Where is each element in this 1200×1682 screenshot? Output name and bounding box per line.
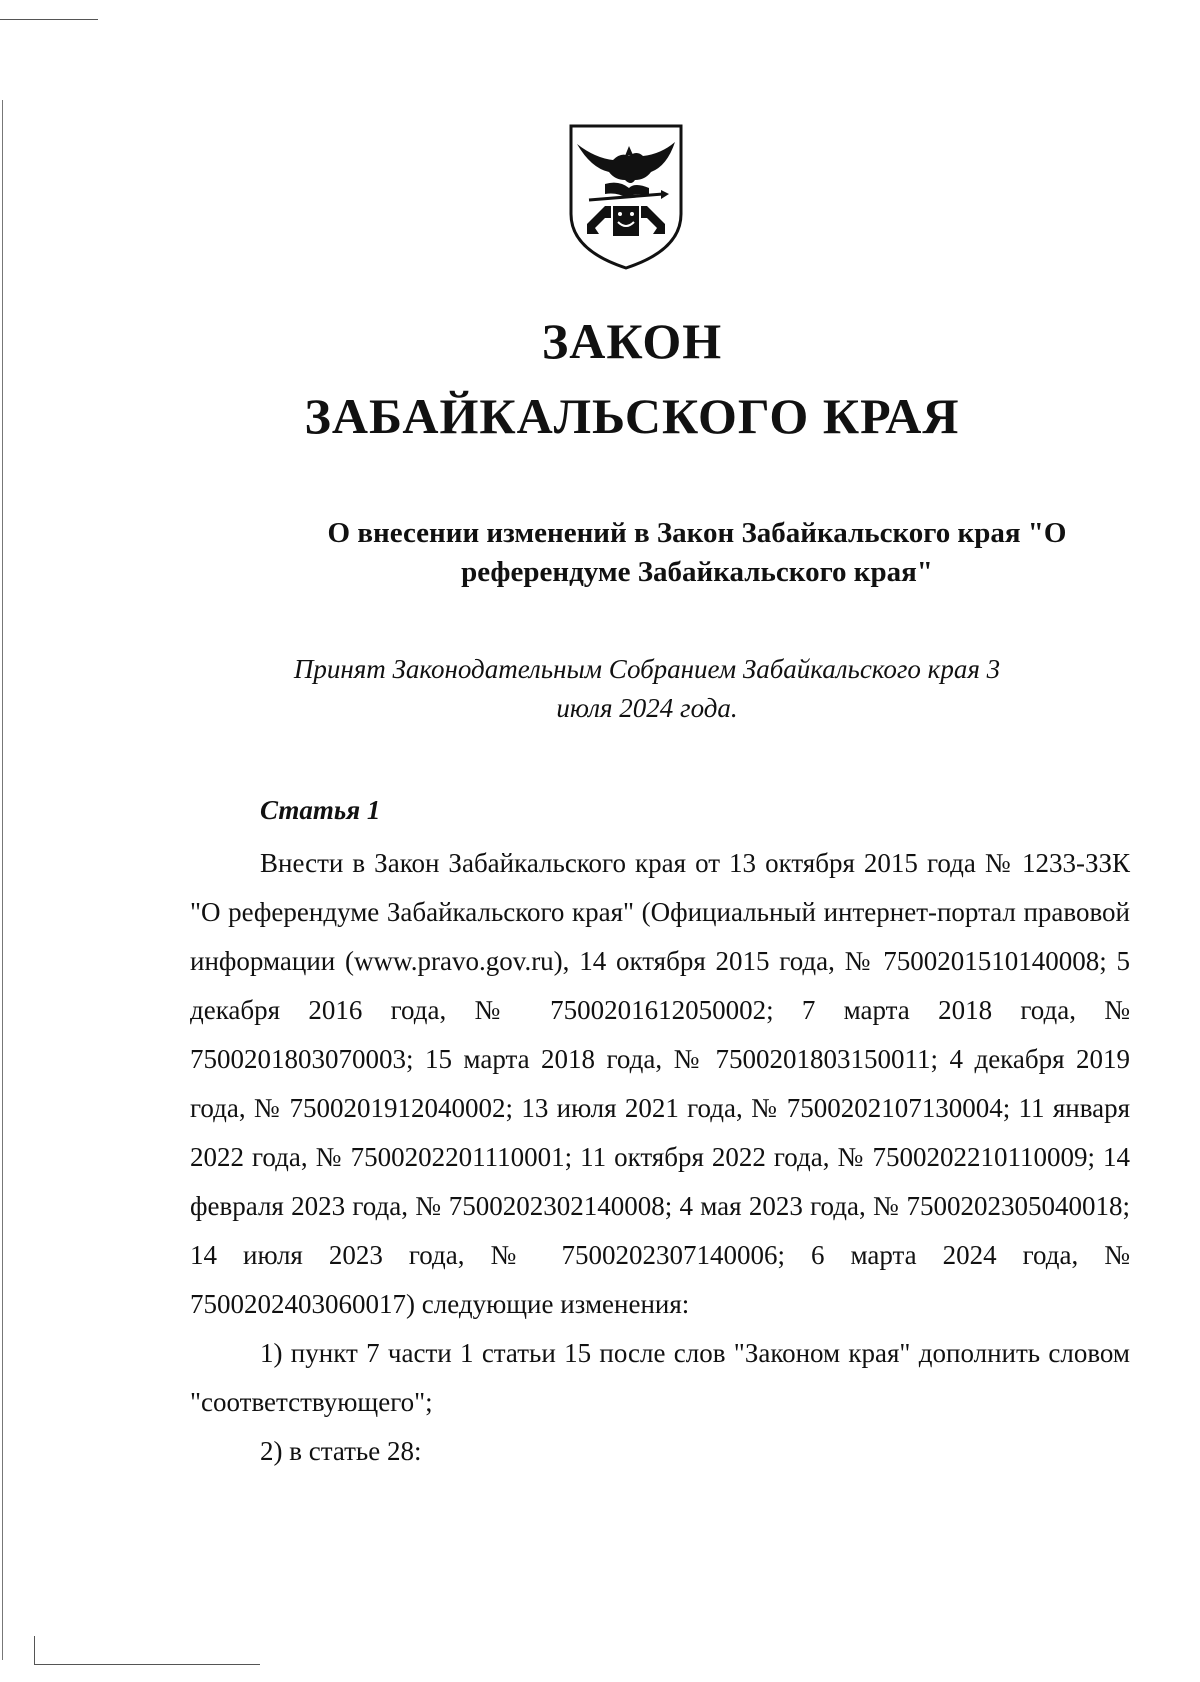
coat-of-arms-emblem <box>565 122 687 272</box>
law-title-line-1: ЗАКОН <box>541 313 723 369</box>
article-paragraph-3: 2) в статье 28: <box>260 1436 422 1466</box>
scan-edge-bottom <box>34 1664 260 1665</box>
article-paragraph-2: 1) пункт 7 части 1 статьи 15 после слов "Законом края" дополнить словом "соответствующего"; <box>190 1338 1130 1417</box>
law-subtitle: О внесении изменений в Закон Забайкальского края "О референдуме Забайкальского края" <box>327 517 1067 588</box>
scan-edge-left <box>2 100 3 1660</box>
law-title-line-2: ЗАБАЙКАЛЬСКОГО КРАЯ <box>304 388 960 444</box>
scan-edge-top <box>0 19 98 20</box>
adoption-note: Принят Законодательным Собранием Забайкальского края 3 июля 2024 года. <box>293 654 1001 723</box>
article-heading: Статья 1 <box>260 795 381 825</box>
article-body <box>190 839 1130 1476</box>
article-paragraph-1: Внести в Закон Забайкальского края от 13 октября 2015 года № 1233-ЗЗК "О референдуме Забайкальского края" (Официальный интернет-портал правовой информации (www.pravo.gov.ru), 14 октября 2015 года, № 7500201510140008; 5 декабря 2016 года, № 7500201612050002; 7 марта 2018 года, № 7500201803070003; 15 марта 2018 года, № 7500201803150011; 4 декабря 2019 года, № 7500201912040002; 13 июля 2021 года, № 7500202107130004; 11 января 2022 года, № 7500202201110001; 11 октября 2022 года, № 7500202210110009; 14 февраля 2023 года, № 7500202302140008; 4 мая 2023 года, № 7500202305040018; 14 июля 2023 года, № 7500202307140006; 6 марта 2024 года, № 7500202403060017) следующие изменения: <box>190 848 1130 1319</box>
scan-edge-bottom-tick <box>34 1636 35 1664</box>
